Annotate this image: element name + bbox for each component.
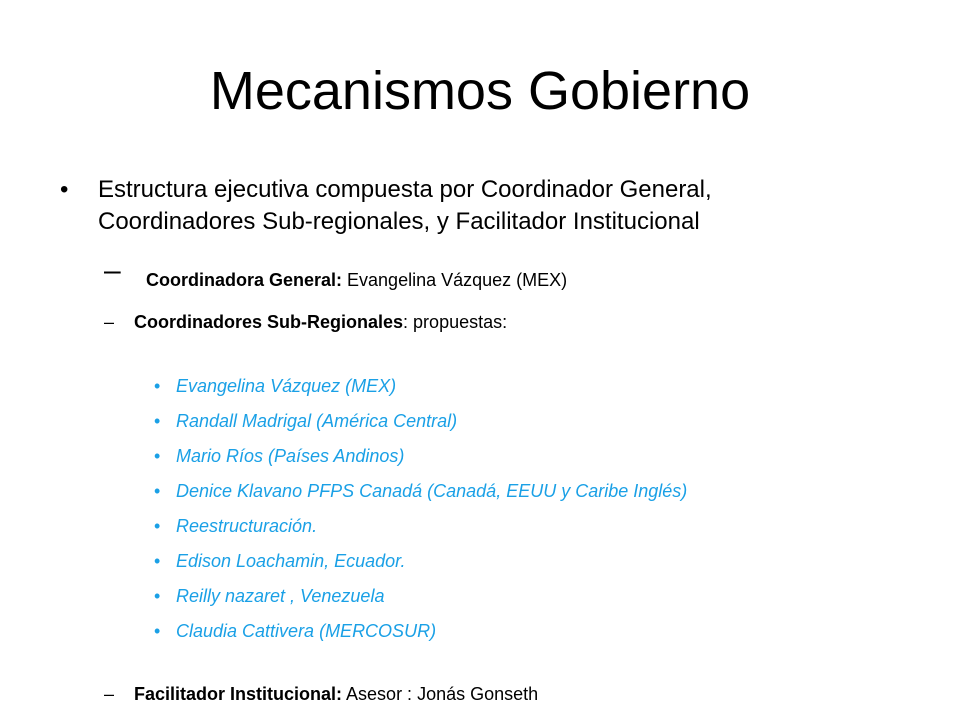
candidate-item — [154, 514, 934, 549]
candidate-name: Reilly nazaret , Venezuela — [176, 586, 385, 606]
main-bullet-line-2: Coordinadores Sub-regionales, y Facilitador Institucional — [98, 208, 700, 235]
candidate-item — [154, 374, 934, 409]
sub-item-label: Facilitador Institucional: — [134, 684, 343, 704]
main-bullet-text — [98, 174, 898, 238]
candidate-name: Mario Ríos (Países Andinos) — [176, 446, 405, 466]
sub-item-value: : propuestas: — [403, 312, 508, 332]
dash-marker: – — [104, 684, 115, 704]
candidate-name: Evangelina Vázquez (MEX) — [176, 376, 397, 396]
candidate-item — [154, 409, 934, 444]
dash-marker: – — [104, 312, 115, 332]
candidate-item — [154, 444, 934, 479]
bullet-marker: • — [60, 176, 69, 203]
bullet-marker: • — [154, 481, 161, 501]
candidate-item — [154, 479, 934, 514]
candidate-item — [154, 549, 934, 584]
bullet-marker: • — [154, 516, 161, 536]
sub-item-value: Asesor : Jonás Gonseth — [342, 684, 539, 704]
dash-marker: – — [104, 254, 121, 287]
slide-title: Mecanismos Gobierno — [209, 61, 751, 121]
candidate-name: Reestructuración. — [176, 516, 318, 536]
sub-item-label: Coordinadora General: — [146, 270, 343, 290]
candidate-list — [154, 374, 934, 654]
bullet-marker: • — [154, 621, 161, 641]
sub-item-value: Evangelina Vázquez (MEX) — [342, 270, 568, 290]
candidate-item — [154, 619, 934, 654]
candidate-name: Claudia Cattivera (MERCOSUR) — [176, 621, 437, 641]
sub-item-text — [134, 682, 538, 706]
candidate-name: Denice Klavano PFPS Canadá (Canadá, EEUU y Caribe Inglés) — [176, 481, 688, 501]
candidate-item — [154, 584, 934, 619]
sub-item-text — [134, 310, 507, 334]
main-bullet-line-1: Estructura ejecutiva compuesta por Coordinador General, — [98, 176, 712, 203]
candidate-name: Edison Loachamin, Ecuador. — [176, 551, 406, 571]
candidate-name: Randall Madrigal (América Central) — [176, 411, 458, 431]
bullet-marker: • — [154, 446, 161, 466]
bullet-marker: • — [154, 586, 161, 606]
bullet-marker: • — [154, 376, 161, 396]
bullet-marker: • — [154, 551, 161, 571]
sub-item-text — [146, 268, 567, 292]
bullet-marker: • — [154, 411, 161, 431]
sub-item-label: Coordinadores Sub-Regionales — [134, 312, 404, 332]
